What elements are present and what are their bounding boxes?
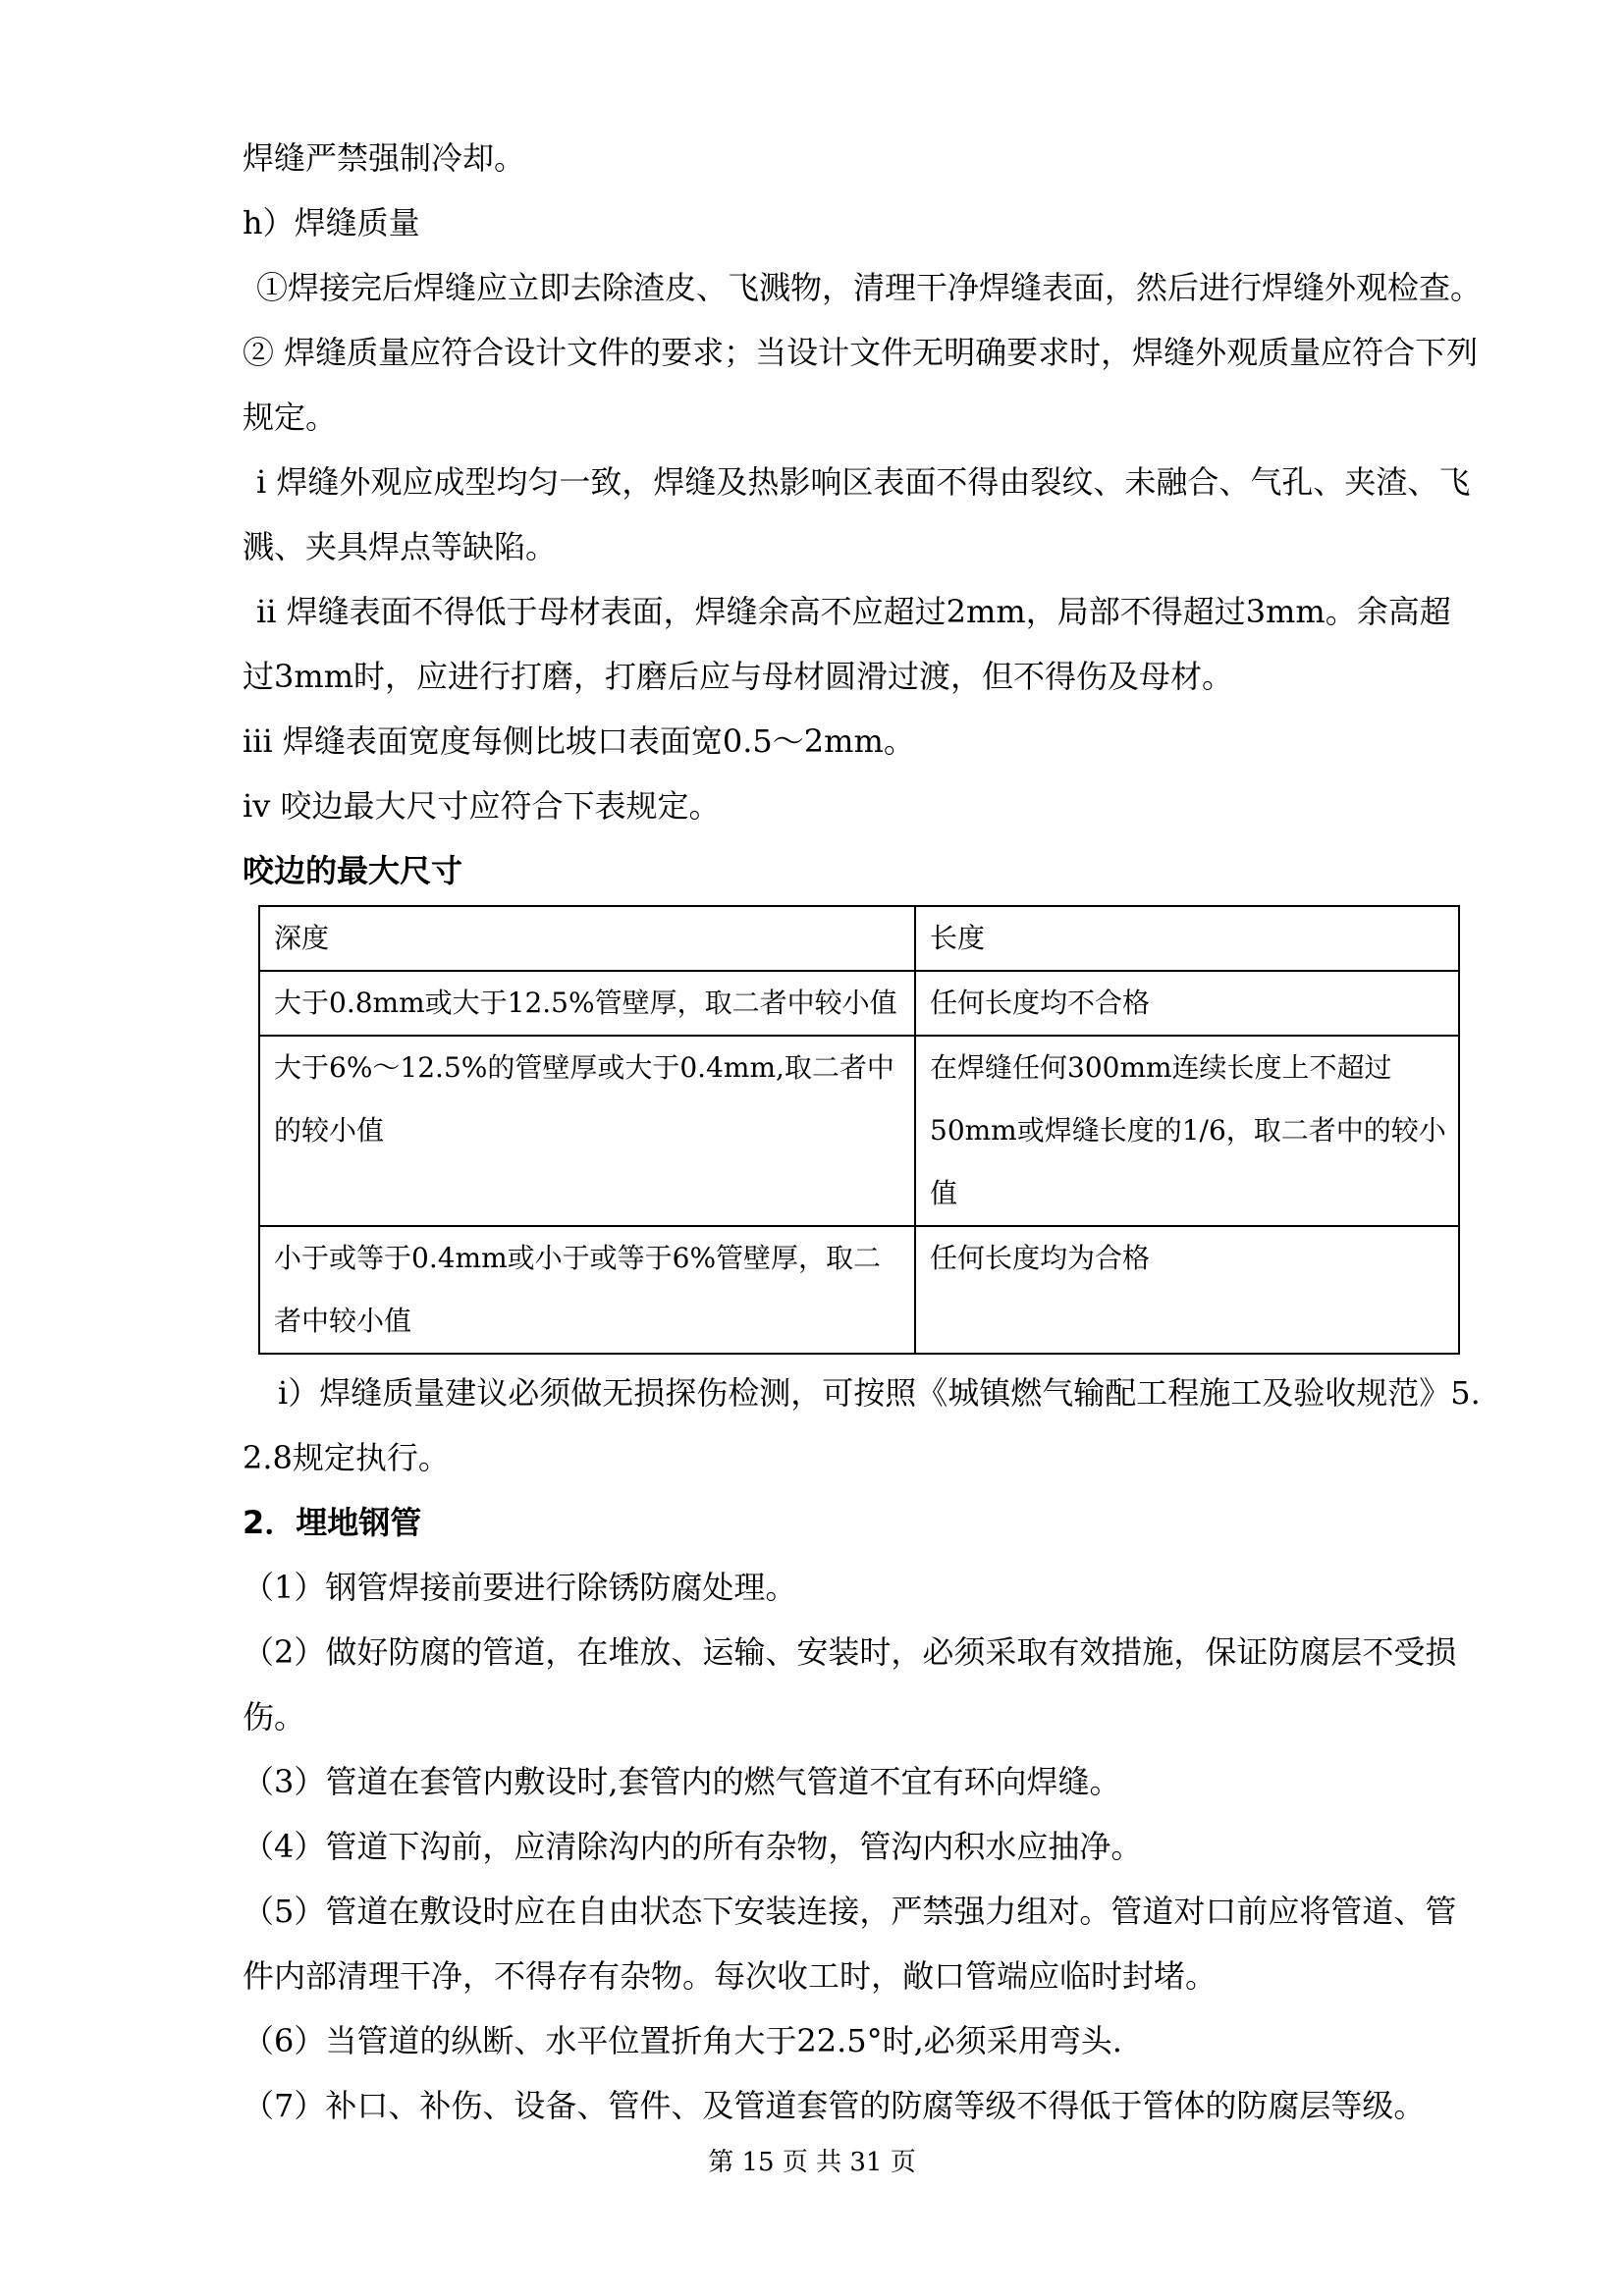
list-item: （5）管道在敷设时应在自由状态下安装连接，严禁强力组对。管道对口前应将管道、管件内部清理干净，不得存有杂物。每次收工时，敞口管端应临时封堵。 — [243, 1893, 1457, 1995]
paragraph: ⅳ 咬边最大尺寸应符合下表规定。 — [243, 787, 721, 825]
table-cell: 大于6%～12.5%的管壁厚或大于0.4mm,取二者中的较小值 — [259, 1036, 915, 1226]
paragraph: ⅰ 焊缝外观应成型均匀一致，焊缝及热影响区表面不得由裂纹、未融合、气孔、夹渣、飞溅、夹具焊点等缺陷。 — [243, 463, 1471, 565]
table-row — [259, 971, 1459, 1036]
paragraph: h）焊缝质量 — [243, 204, 420, 241]
paragraph: i）焊缝质量建议必须做无损探伤检测，可按照《城镇燃气输配工程施工及验收规范》5.2.8规定执行。 — [243, 1374, 1481, 1476]
table-header-row — [259, 906, 1459, 971]
list-item: （1）钢管焊接前要进行除锈防腐处理。 — [243, 1569, 797, 1606]
table-row — [259, 1226, 1459, 1354]
paragraph: ② 焊缝质量应符合设计文件的要求；当设计文件无明确要求时，焊缝外观质量应符合下列规定。 — [243, 334, 1479, 436]
list-item: （7）补口、补伤、设备、管件、及管道套管的防腐等级不得低于管体的防腐层等级。 — [243, 2087, 1426, 2124]
table-cell: 在焊缝任何300mm连续长度上不超过50mm或焊缝长度的1/6，取二者中的较小值 — [915, 1036, 1459, 1226]
paragraph: 焊缝严禁强制冷却。 — [243, 139, 526, 177]
section-title: 2．埋地钢管 — [243, 1504, 422, 1541]
paragraph: ⅲ 焊缝表面宽度每侧比坡口表面宽0.5～2mm。 — [243, 722, 915, 760]
table-cell: 任何长度均不合格 — [915, 971, 1459, 1036]
undercut-table — [258, 905, 1460, 1355]
list-item: （3）管道在套管内敷设时,套管内的燃气管道不宜有环向焊缝。 — [243, 1763, 1121, 1800]
paragraph: ①焊接完后焊缝应立即去除渣皮、飞溅物，清理干净焊缝表面，然后进行焊缝外观检查。 — [256, 269, 1483, 306]
table-header-cell: 长度 — [915, 906, 1459, 971]
table-row — [259, 1036, 1459, 1226]
table-header-cell: 深度 — [259, 906, 915, 971]
table-cell: 任何长度均为合格 — [915, 1226, 1459, 1354]
paragraph: ⅱ 焊缝表面不得低于母材表面，焊缝余高不应超过2mm，局部不得超过3mm。余高超过3mm时，应进行打磨，打磨后应与母材圆滑过渡，但不得伤及母材。 — [243, 593, 1451, 695]
table-cell: 大于0.8mm或大于12.5%管壁厚，取二者中较小值 — [259, 971, 915, 1036]
list-item: （6）当管道的纵断、水平位置折角大于22.5°时,必须采用弯头. — [243, 2022, 1122, 2059]
table-cell: 小于或等于0.4mm或小于或等于6%管壁厚，取二者中较小值 — [259, 1226, 915, 1354]
list-item: （2）做好防腐的管道，在堆放、运输、安装时，必须采取有效措施，保证防腐层不受损伤。 — [243, 1633, 1457, 1735]
page-content — [243, 126, 1482, 2138]
table-title: 咬边的最大尺寸 — [243, 852, 463, 889]
list-item: （4）管道下沟前，应清除沟内的所有杂物，管沟内积水应抽净。 — [243, 1828, 1143, 1865]
page-footer: 第 15 页 共 31 页 — [708, 2148, 916, 2177]
